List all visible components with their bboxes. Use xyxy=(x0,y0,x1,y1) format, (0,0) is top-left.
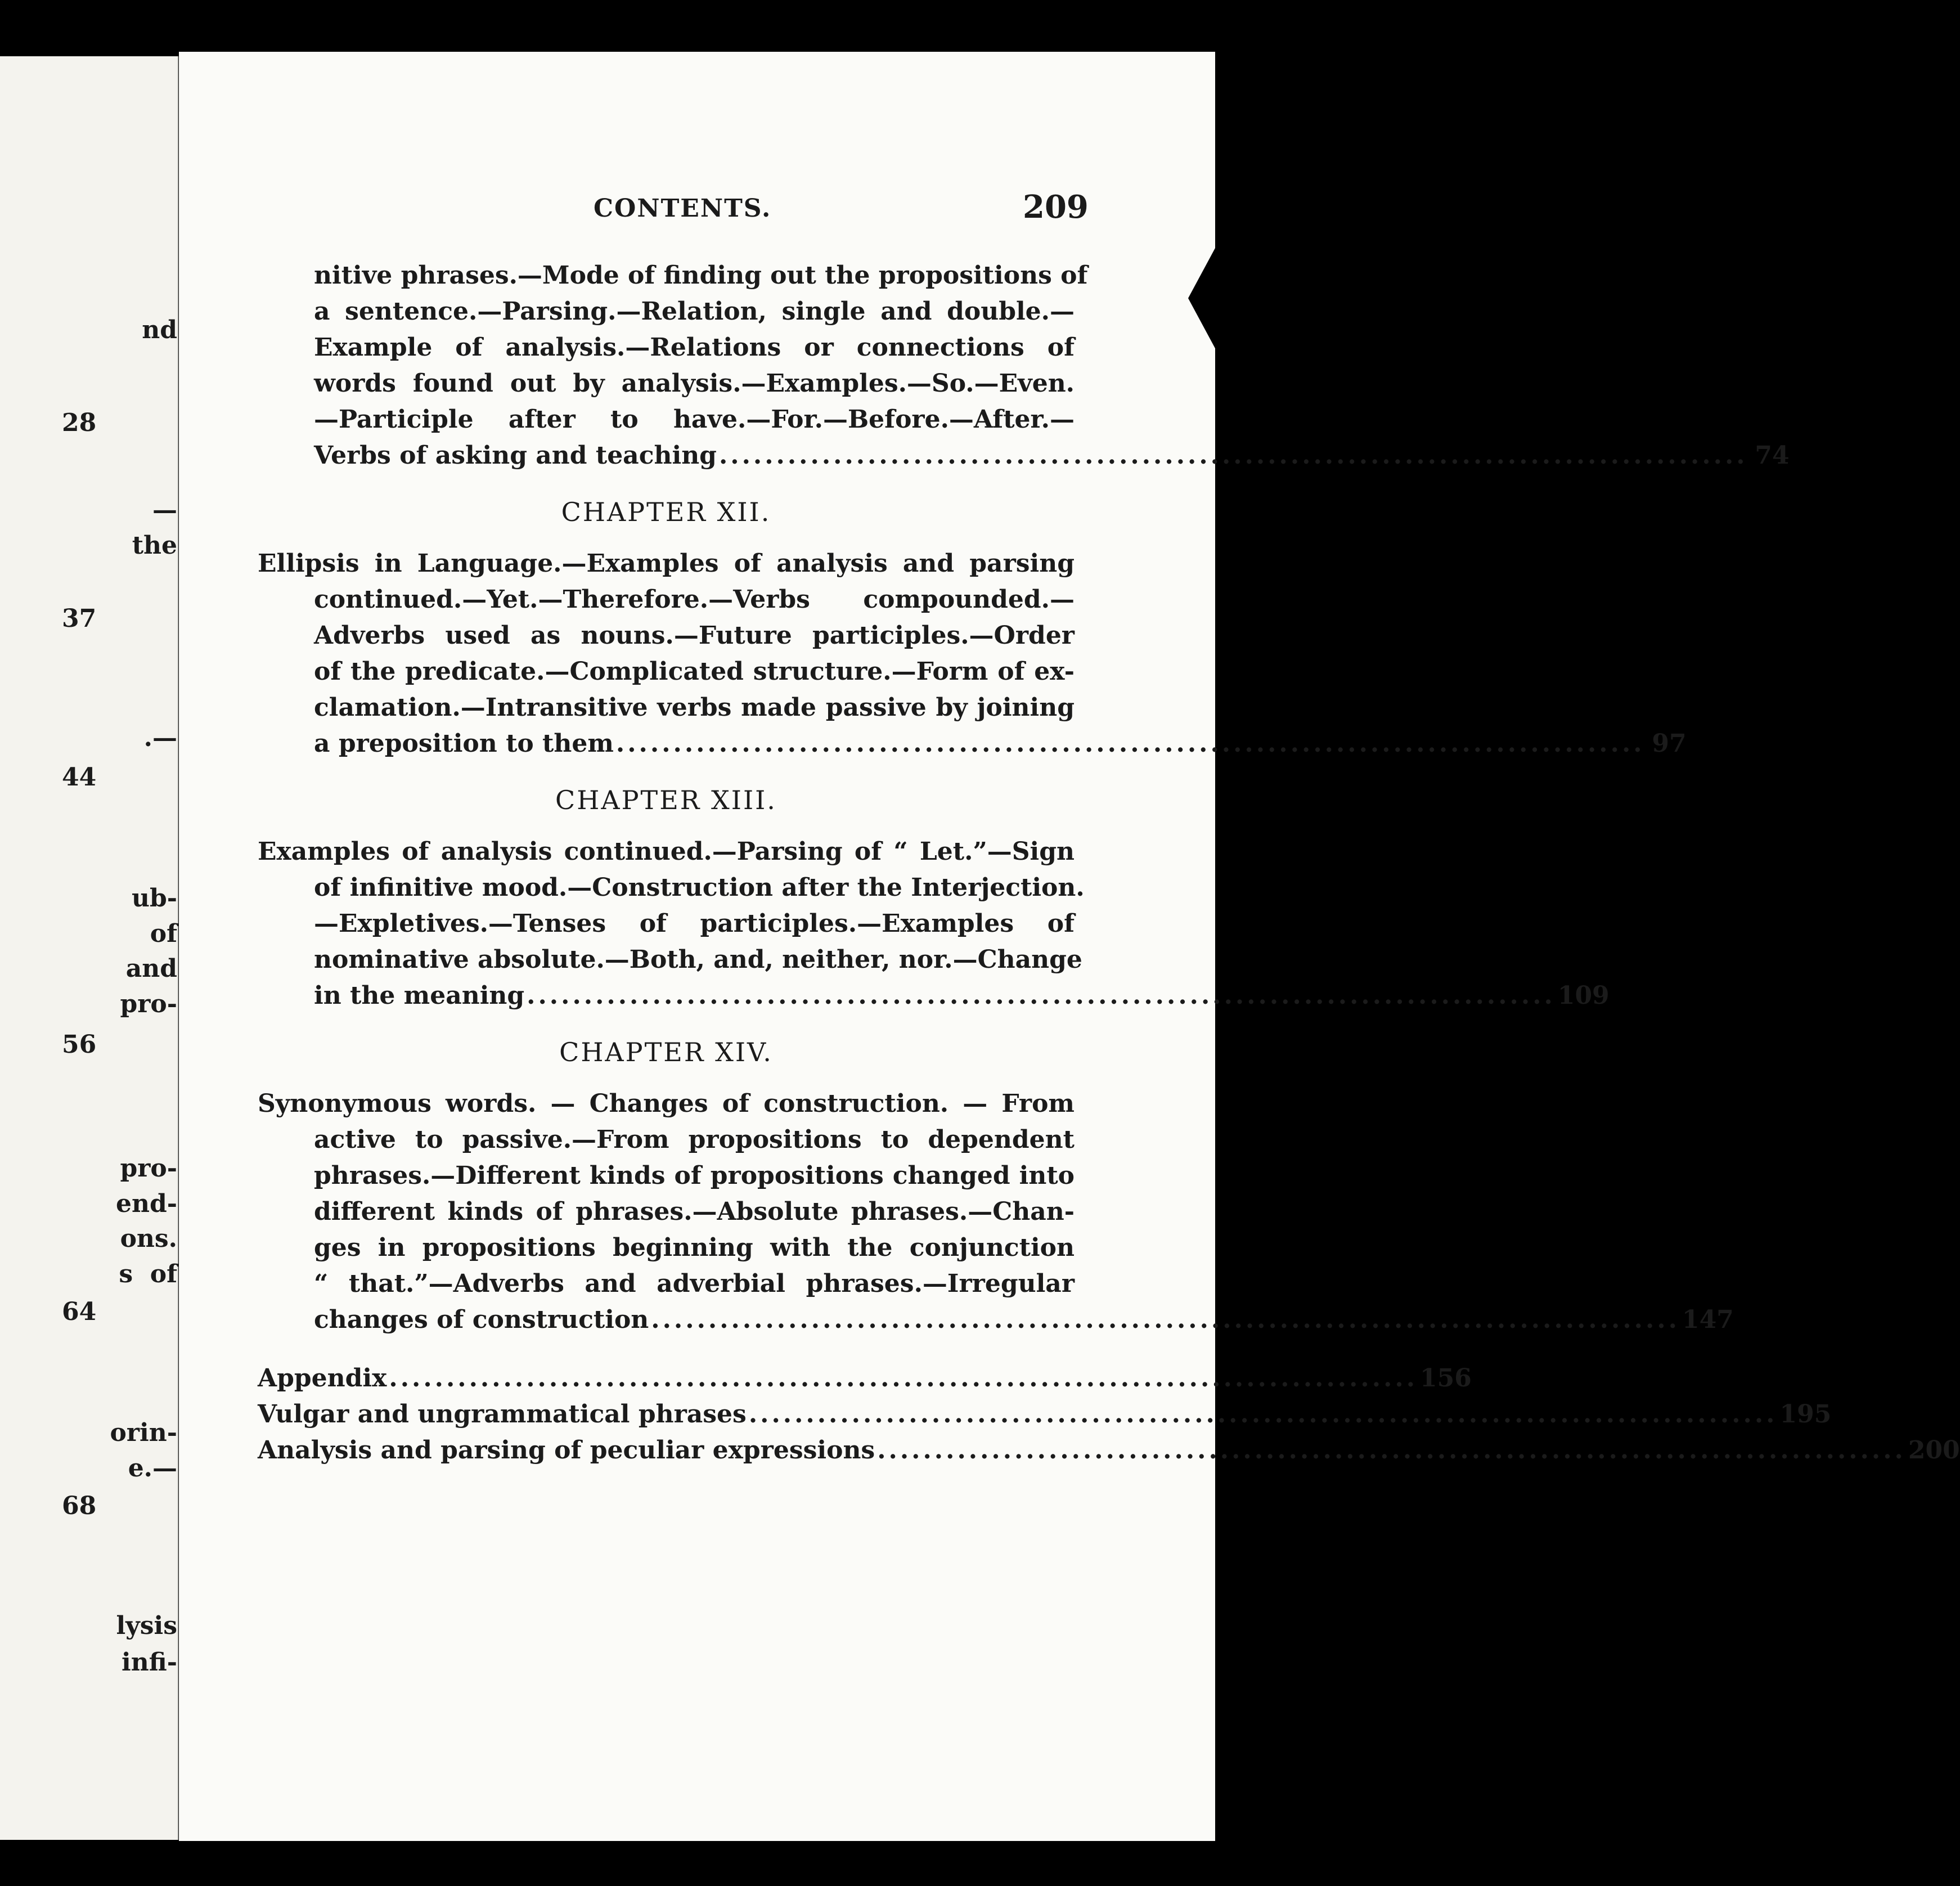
left-page-fragment: s of xyxy=(119,1260,177,1288)
left-page-number: 28 xyxy=(62,408,97,437)
entry-page-number: 156 xyxy=(1420,1364,1472,1393)
previous-page-edge xyxy=(0,56,178,1840)
contents-entry-last-line xyxy=(314,726,1687,762)
left-page-number: 56 xyxy=(62,1030,97,1059)
entry-text: changes of construction xyxy=(314,1305,649,1334)
contents-entry-last-line xyxy=(314,438,1790,474)
dot-leader: .......................................................................................... xyxy=(718,441,1748,470)
entry-text: a preposition to them xyxy=(314,729,614,758)
entry-text: Vulgar and ungrammatical phrases xyxy=(258,1400,747,1429)
left-page-fragment: and xyxy=(125,954,177,983)
contents-line: Examples of analysis continued.—Parsing of “ Let.”—Sign xyxy=(258,837,1075,866)
entry-page-number: 147 xyxy=(1682,1305,1734,1334)
left-page-number: 37 xyxy=(62,604,97,633)
contents-line: of the predicate.—Complicated structure.—Form of ex- xyxy=(314,657,1075,686)
dot-leader: .......................................................................................... xyxy=(651,1305,1680,1334)
left-page-fragment: ons. xyxy=(120,1224,177,1253)
contents-entry-last-line xyxy=(314,978,1610,1014)
left-page-number: 44 xyxy=(62,763,97,792)
contents-line: Example of analysis.—Relations or connections of xyxy=(314,333,1075,362)
contents-line: Ellipsis in Language.—Examples of analysis and parsing xyxy=(258,549,1075,578)
contents-line: —Participle after to have.—For.—Before.—After.— xyxy=(314,405,1075,434)
page-number: 209 xyxy=(1023,188,1089,226)
contents-line: a sentence.—Parsing.—Relation, single and double.— xyxy=(314,297,1075,326)
left-page-fragment: pro- xyxy=(120,990,177,1018)
appendix-entry xyxy=(258,1396,1832,1433)
contents-line: phrases.—Different kinds of propositions changed into xyxy=(314,1161,1075,1190)
contents-line: Adverbs used as nouns.—Future participles.—Order xyxy=(314,621,1075,650)
entry-page-number: 109 xyxy=(1557,981,1610,1010)
entry-page-number: 200 xyxy=(1908,1436,1960,1465)
dot-leader: .......................................................................................... xyxy=(877,1436,1906,1465)
contents-line: words found out by analysis.—Examples.—So.—Even. xyxy=(314,369,1075,398)
contents-line: nitive phrases.—Mode of finding out the propositions of xyxy=(314,261,1088,290)
dot-leader: .......................................................................................... xyxy=(748,1400,1778,1429)
appendix-entry xyxy=(258,1360,1472,1396)
left-page-fragment: nd xyxy=(142,316,177,344)
left-page-fragment: orin- xyxy=(110,1418,177,1447)
dot-leader: .......................................................................................... xyxy=(527,981,1556,1010)
contents-line: —Expletives.—Tenses of participles.—Examples of xyxy=(314,909,1075,938)
left-page-fragment: end- xyxy=(115,1189,177,1218)
left-page-fragment: e.— xyxy=(128,1454,177,1483)
contents-entry-last-line xyxy=(314,1302,1734,1338)
dot-leader: .......................................................................................... xyxy=(389,1364,1418,1393)
entry-page-number: 74 xyxy=(1755,441,1790,470)
left-page-fragment: pro- xyxy=(120,1154,177,1183)
left-page-fragment: lysis xyxy=(116,1611,177,1640)
chapter-heading: CHAPTER XIV. xyxy=(559,1037,773,1067)
left-page-fragment: — xyxy=(152,496,177,524)
left-page-fragment: .— xyxy=(143,724,177,752)
left-page-number: 68 xyxy=(62,1492,97,1520)
left-page-number: 64 xyxy=(62,1297,97,1326)
contents-line: continued.—Yet.—Therefore.—Verbs compounded.— xyxy=(314,585,1075,614)
contents-line: “ that.”—Adverbs and adverbial phrases.—Irregular xyxy=(314,1269,1075,1298)
contents-line: ges in propositions beginning with the conjunction xyxy=(314,1233,1075,1262)
entry-page-number: 195 xyxy=(1779,1400,1832,1429)
chapter-heading: CHAPTER XIII. xyxy=(555,785,777,815)
entry-text: Analysis and parsing of peculiar expressions xyxy=(258,1436,875,1465)
entry-text: in the meaning xyxy=(314,981,525,1010)
contents-line: different kinds of phrases.—Absolute phrases.—Chan- xyxy=(314,1197,1075,1226)
table-of-contents xyxy=(258,258,1960,1469)
contents-line: of infinitive mood.—Construction after the Interjection. xyxy=(314,873,1085,902)
chapter-heading: CHAPTER XII. xyxy=(561,497,771,527)
entry-text: Appendix xyxy=(258,1364,387,1393)
appendix-entry xyxy=(258,1433,1960,1469)
left-page-fragment: the xyxy=(132,531,177,560)
contents-line: nominative absolute.—Both, and, neither, nor.—Change xyxy=(314,945,1082,974)
entry-text: Verbs of asking and teaching xyxy=(314,441,717,470)
left-page-fragment: of xyxy=(150,919,177,948)
entry-page-number: 97 xyxy=(1652,729,1687,758)
contents-line: active to passive.—From propositions to dependent xyxy=(314,1125,1075,1154)
section-gap xyxy=(258,1338,1075,1360)
page-edge-notch xyxy=(1188,225,1228,371)
left-page-fragment: infi- xyxy=(122,1648,177,1677)
contents-line: Synonymous words. — Changes of construction. — From xyxy=(258,1089,1075,1118)
contents-line: clamation.—Intransitive verbs made passive by joining xyxy=(314,693,1075,722)
left-page-fragment: ub- xyxy=(131,884,177,913)
dot-leader: .......................................................................................... xyxy=(615,729,1645,758)
running-head: CONTENTS. xyxy=(594,194,772,223)
